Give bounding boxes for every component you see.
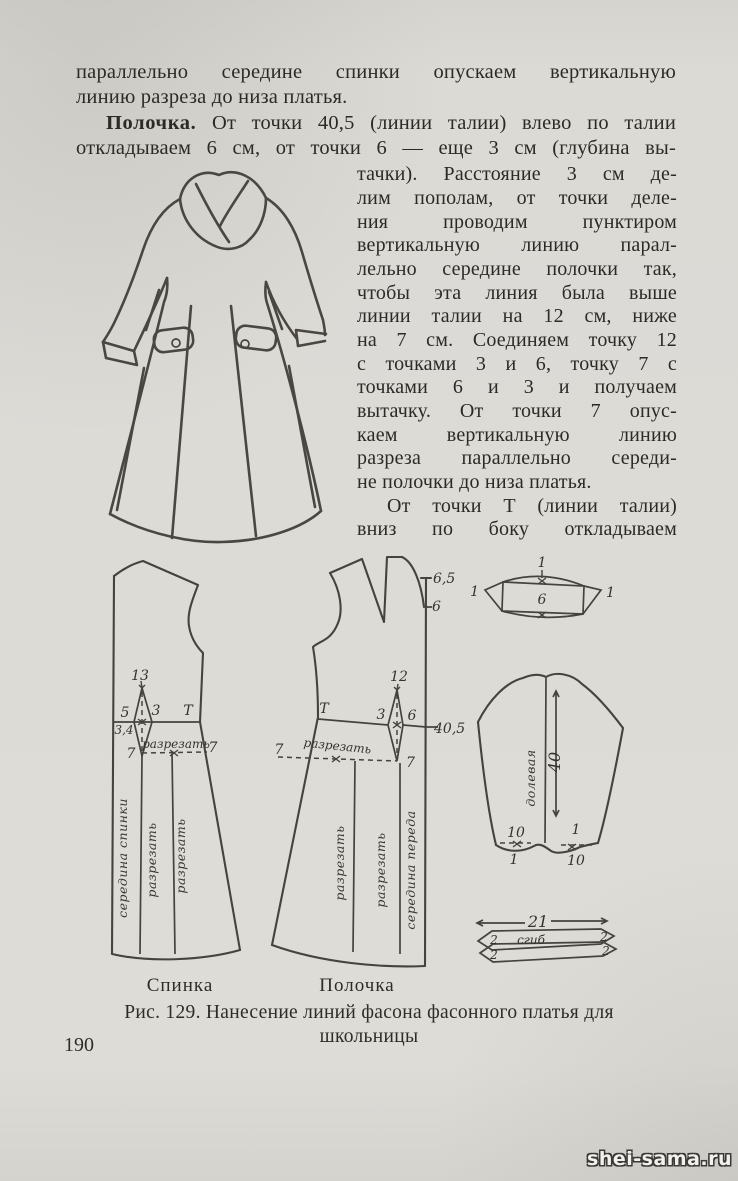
front-label-6: 6 bbox=[407, 708, 417, 724]
strap-fold-label: сгиб bbox=[517, 933, 545, 947]
figure-caption bbox=[0, 1001, 738, 1049]
front-label-6-5: 6,5 bbox=[433, 571, 456, 587]
front-label-6-top: 6 bbox=[432, 599, 441, 615]
strap-label-2-a: 2 bbox=[490, 933, 498, 947]
sleeve-label-1-left: 1 bbox=[509, 852, 519, 868]
column-line: вертикальную линию парал- bbox=[357, 234, 677, 256]
paragraph-2-line-1-rest: От точки 40,5 (линии талии) влево по талии bbox=[196, 112, 676, 134]
sleeve-label-10-left: 10 bbox=[507, 825, 525, 841]
strap-label-2-b: 2 bbox=[600, 930, 608, 944]
back-cut-label: разрезать bbox=[142, 737, 210, 751]
back-pattern bbox=[112, 561, 240, 996]
front-pattern bbox=[272, 557, 465, 996]
column-line: точками 6 и 3 и получаем bbox=[357, 376, 677, 398]
front-label-7-bottom: 7 bbox=[406, 755, 415, 771]
column-line: вытачку. От точки 7 опус- bbox=[357, 400, 677, 422]
column-line: каем вертикальную линию bbox=[357, 424, 677, 446]
column-line: не полочки до низа платья. bbox=[357, 471, 592, 493]
column-line: вниз по боку откладываем bbox=[357, 518, 677, 540]
back-label-7-left: 7 bbox=[126, 746, 136, 762]
back-cut-vertical-1: разрезать bbox=[144, 822, 159, 898]
paragraph-2-line-2: откладываем 6 см, от точки 6 — еще 3 см (глубина вы- bbox=[76, 137, 676, 159]
collar-label-6: 6 bbox=[537, 592, 547, 608]
button-left bbox=[172, 339, 180, 347]
dress-sleeves bbox=[103, 198, 326, 365]
strap-label-2-c: 2 bbox=[490, 948, 498, 962]
sleeve-label-1-right: 1 bbox=[571, 822, 581, 838]
column-line: с точками 3 и 6, точку 7 с bbox=[357, 353, 677, 375]
sleeve-grain-label: долевая bbox=[523, 749, 538, 807]
column-line: тачки). Расстояние 3 см де- bbox=[357, 163, 677, 185]
column-line: лим пополам, от точки деле- bbox=[357, 187, 677, 209]
column-line: лельно середине полочки так, bbox=[357, 258, 677, 280]
figure-caption-line-1: Рис. 129. Нанесение линий фасона фасонного платья для bbox=[124, 1002, 614, 1023]
column-line: линии талии на 12 см, ниже bbox=[357, 305, 677, 327]
column-line: чтобы эта линия была выше bbox=[357, 282, 677, 304]
front-cut-vertical-1: разрезать bbox=[332, 825, 347, 901]
collar-pattern bbox=[470, 555, 615, 618]
column-line: ния проводим пунктиром bbox=[357, 211, 677, 233]
front-cut-vertical-2: разрезать bbox=[373, 832, 388, 908]
collar-label-1-top: 1 bbox=[537, 555, 547, 571]
back-center-back-label: середина спинки bbox=[115, 798, 130, 918]
paragraph-2-line-1 bbox=[76, 111, 676, 136]
strap-label-21: 21 bbox=[527, 912, 549, 931]
dress-tabs bbox=[153, 325, 277, 354]
pattern-diagrams bbox=[60, 540, 680, 1010]
column-line: разреза параллельно середи- bbox=[357, 447, 677, 469]
paragraph-1-line-1: параллельно середине спинки опускаем вертикальную bbox=[76, 61, 676, 83]
column-line: на 7 см. Соединяем точку 12 bbox=[357, 329, 677, 351]
front-label-40-5: 40,5 bbox=[434, 721, 466, 737]
front-cut-label: разрезать bbox=[302, 735, 372, 757]
back-label-3-4: 3,4 bbox=[114, 723, 134, 737]
collar-label-1-left: 1 bbox=[470, 584, 479, 600]
back-label-5: 5 bbox=[120, 705, 130, 721]
front-label-3: 3 bbox=[376, 707, 386, 723]
front-label-12: 12 bbox=[390, 669, 408, 685]
sleeve-label-40: 40 bbox=[545, 751, 564, 773]
lead-word: Полочка. bbox=[106, 112, 197, 134]
figure-caption-line-2: школьницы bbox=[319, 1026, 419, 1047]
sleeve-pattern bbox=[478, 674, 623, 869]
column-line: От точки Т (линии талии) bbox=[387, 495, 677, 517]
front-label-T: Т bbox=[319, 701, 329, 717]
back-title: Спинка bbox=[146, 975, 214, 996]
back-label-T: Т bbox=[183, 703, 193, 719]
strap-pattern bbox=[477, 912, 616, 962]
dress-collar bbox=[180, 172, 266, 249]
collar-label-1-right: 1 bbox=[606, 585, 615, 601]
front-label-7-left: 7 bbox=[274, 742, 284, 758]
back-label-3: 3 bbox=[151, 703, 161, 719]
back-cut-vertical-2: разрезать bbox=[173, 818, 188, 894]
strap-label-2-d: 2 bbox=[602, 944, 610, 958]
page-number: 190 bbox=[64, 1034, 94, 1056]
back-label-13: 13 bbox=[131, 668, 149, 684]
sleeve-label-10-right: 10 bbox=[567, 853, 585, 869]
front-title: Полочка bbox=[319, 975, 395, 996]
watermark: shei-sama.ru bbox=[587, 1148, 732, 1170]
dress-illustration bbox=[70, 162, 360, 542]
paragraph-1-line-2: линию разреза до низа платья. bbox=[76, 86, 348, 108]
back-label-7-right: 7 bbox=[208, 740, 218, 756]
dress-body bbox=[110, 278, 321, 542]
front-center-front-label: середина переда bbox=[403, 810, 418, 930]
